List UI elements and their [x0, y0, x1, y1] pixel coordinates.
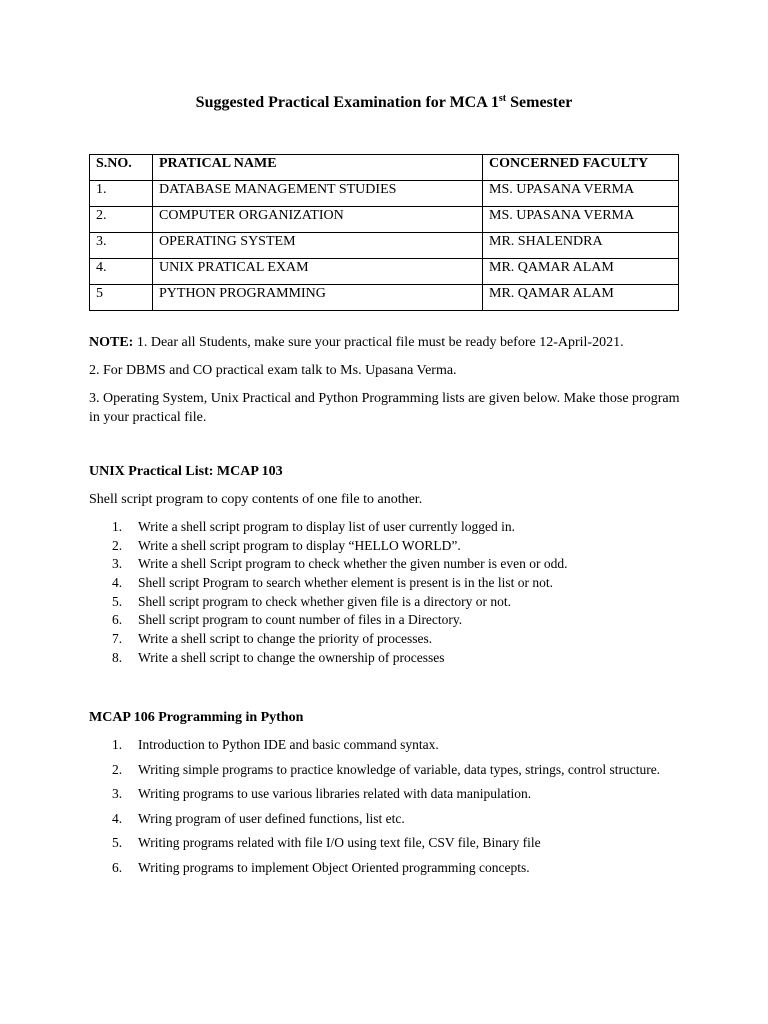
header-practical-name: PRATICAL NAME [153, 155, 483, 181]
list-text: Write a shell Script program to check whether the given number is even or odd. [138, 556, 568, 572]
header-sno: S.NO. [90, 155, 153, 181]
table-row [90, 233, 679, 259]
list-number: 8. [112, 649, 123, 665]
note-1-text: 1. Dear all Students, make sure your practical file must be ready before 12-April-2021. [133, 335, 624, 350]
cell-sno: 3. [90, 233, 153, 259]
cell-faculty: MR. QAMAR ALAM [483, 259, 679, 285]
cell-practical-name: UNIX PRATICAL EXAM [153, 259, 483, 285]
list-item [89, 785, 660, 810]
list-number: 6. [112, 859, 123, 875]
list-text: Writing programs related with file I/O using text file, CSV file, Binary file [138, 835, 541, 850]
cell-faculty: MS. UPASANA VERMA [483, 207, 679, 233]
title-superscript: st [498, 93, 507, 104]
list-text: Shell script Program to search whether element is present is in the list or not. [138, 575, 554, 591]
list-item [89, 834, 660, 859]
note-2: 2. For DBMS and CO practical exam talk to Ms. Upasana Verma. [89, 363, 457, 378]
table-row [90, 181, 679, 207]
cell-practical-name: PYTHON PROGRAMMING [153, 285, 483, 311]
practical-table [89, 154, 679, 311]
list-item [89, 810, 660, 835]
header-faculty: CONCERNED FACULTY [483, 155, 679, 181]
list-text: Write a shell script to change the ownership of processes [138, 649, 445, 665]
cell-faculty: MS. UPASANA VERMA [483, 181, 679, 207]
list-number: 2. [112, 761, 123, 777]
table-row [90, 285, 679, 311]
cell-practical-name: DATABASE MANAGEMENT STUDIES [153, 181, 483, 207]
list-item [89, 736, 660, 761]
list-text: Shell script program to check whether given file is a directory or not. [138, 593, 512, 609]
list-number: 3. [112, 786, 123, 801]
unix-list [89, 518, 567, 668]
note-3: 3. Operating System, Unix Practical and Python Programming lists are given below. Make those program in your practical file. [89, 391, 680, 425]
cell-practical-name: OPERATING SYSTEM [153, 233, 483, 259]
list-number: 6. [112, 612, 123, 628]
cell-sno: 5 [90, 285, 153, 311]
cell-faculty: MR. SHALENDRA [483, 233, 679, 259]
cell-sno: 2. [90, 207, 153, 233]
unix-intro: Shell script program to copy contents of one file to another. [89, 492, 423, 507]
list-item [89, 649, 567, 668]
note-label: NOTE: [89, 335, 134, 350]
list-text: Wring program of user defined functions, list etc. [138, 810, 405, 826]
unix-heading: UNIX Practical List: MCAP 103 [89, 464, 283, 479]
table-row [90, 259, 679, 285]
list-text: Write a shell script to change the priority of processes. [138, 631, 433, 647]
list-item [89, 611, 567, 630]
python-list [89, 736, 660, 883]
list-number: 5. [112, 835, 123, 850]
list-text: Writing programs to use various libraries related with data manipulation. [138, 786, 532, 801]
note-1 [89, 333, 689, 352]
list-item [89, 630, 567, 649]
list-item [89, 761, 660, 786]
list-number: 2. [112, 537, 123, 553]
list-number: 3. [112, 556, 123, 572]
list-text: Writing simple programs to practice knowledge of variable, data types, strings, control structure. [138, 761, 661, 777]
cell-faculty: MR. QAMAR ALAM [483, 285, 679, 311]
list-number: 4. [112, 810, 123, 826]
cell-practical-name: COMPUTER ORGANIZATION [153, 207, 483, 233]
list-text: Write a shell script program to display “HELLO WORLD”. [138, 537, 461, 553]
list-number: 4. [112, 575, 123, 591]
list-text: Introduction to Python IDE and basic command syntax. [138, 737, 439, 752]
list-item [89, 518, 567, 537]
cell-sno: 1. [90, 181, 153, 207]
list-item [89, 555, 567, 574]
list-number: 1. [112, 519, 123, 534]
list-item [89, 859, 660, 884]
list-item [89, 574, 567, 593]
list-text: Shell script program to count number of files in a Directory. [138, 612, 463, 628]
title-tail: Semester [506, 94, 573, 111]
table-header-row [90, 155, 679, 181]
list-number: 1. [112, 737, 123, 752]
list-number: 7. [112, 631, 123, 647]
list-item [89, 593, 567, 612]
table-row [90, 207, 679, 233]
page-title [0, 94, 768, 112]
list-text: Writing programs to implement Object Oriented programming concepts. [138, 859, 530, 875]
title-main: Suggested Practical Examination for MCA 1 [195, 94, 499, 111]
python-heading: MCAP 106 Programming in Python [89, 710, 304, 725]
list-item [89, 537, 567, 556]
cell-sno: 4. [90, 259, 153, 285]
list-text: Write a shell script program to display list of user currently logged in. [138, 519, 515, 534]
list-number: 5. [112, 593, 123, 609]
